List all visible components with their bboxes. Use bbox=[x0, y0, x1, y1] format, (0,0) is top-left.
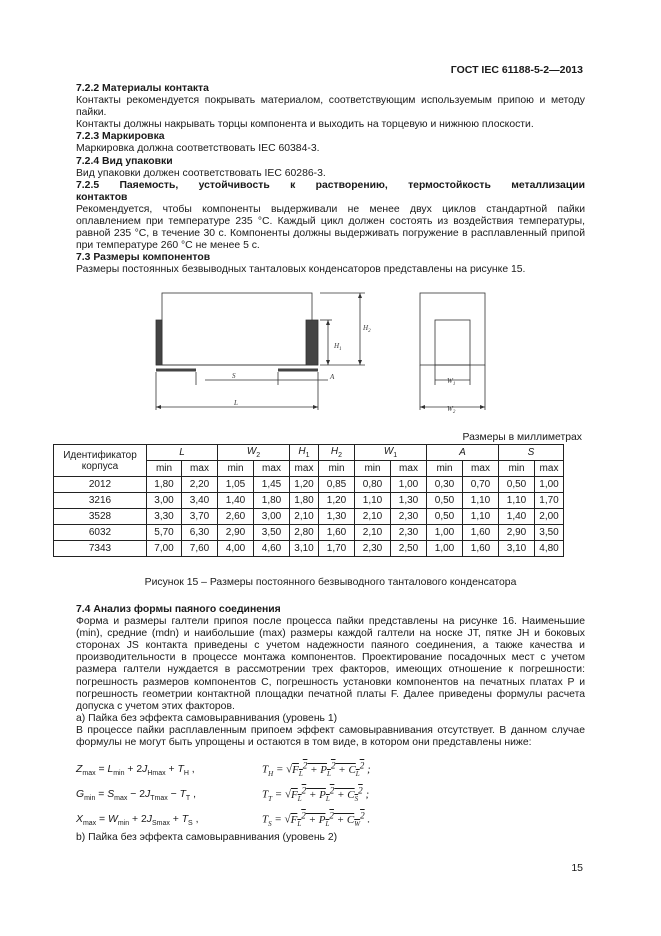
left-terminal bbox=[156, 320, 162, 365]
heading-7-2-2: 7.2.2 Материалы контакта bbox=[76, 83, 209, 94]
value-cell: 2,80 bbox=[290, 525, 319, 541]
value-cell: 2,30 bbox=[391, 509, 427, 525]
value-cell: 2,90 bbox=[499, 525, 535, 541]
para-7-2-5: Рекомендуется, чтобы компоненты выдерживали не менее двух циклов стандартной пайки оплавлением при температуре 235 °С. Каждый цикл должен состоять из воздействия температуры, равной 235 °С, в течение 30 с. Компоненты должны выдерживать погружение в расплавленный припой при температуре 260 °С не менее 5 с. bbox=[76, 203, 585, 252]
value-cell: 1,80 bbox=[147, 477, 182, 493]
label-w2: $W_2$ bbox=[447, 405, 456, 415]
sub-max: max bbox=[290, 461, 319, 477]
formula-ts: $T_S = √F_L^2 + P_L^2 + C_W^2$ . bbox=[262, 810, 371, 828]
para-7-2-2-1: Контакты рекомендуется покрывать материалом, соответствующим используемым припою и методу пайки. bbox=[76, 95, 585, 119]
sub-min: min bbox=[427, 461, 463, 477]
value-cell: 1,00 bbox=[427, 541, 463, 557]
value-cell: 0,85 bbox=[319, 477, 355, 493]
formula-tt: $T_T = √F_L^2 + P_L^2 + C_S^2$ ; bbox=[262, 785, 370, 803]
sub-min: min bbox=[355, 461, 391, 477]
document-header: ГОСТ IEC 61188-5-2—2013 bbox=[450, 64, 583, 76]
value-cell: 3,10 bbox=[290, 541, 319, 557]
sections-7-2 bbox=[76, 83, 585, 277]
value-cell: 1,20 bbox=[319, 493, 355, 509]
table-row bbox=[54, 525, 564, 541]
value-cell: 2,10 bbox=[290, 509, 319, 525]
formula-xmax: $X_{max} = W_{min} + 2J_{Smax} + T_S$ , bbox=[76, 814, 199, 828]
col-h2: $H_2$ bbox=[319, 445, 355, 461]
table-row bbox=[54, 477, 564, 493]
para-7-4-1: Форма и размеры галтели припоя после процесса пайки представлены на рисунке 16. Наименьшие (min), средние (mdn) и наибольшие (max) размеры каждой галтели на носке JT, пятке JH и боковых сторонах JS контакта приведены с учетом надежности паяного соединения, а также качества и производительности в процессе монтажа компонентов. Проектирование посадочных мест с учетом размера галтели нуждается в рассмотрении трех факторов, имеющих отношение к погрешности: погрешность размеров компонентов C, погрешность установки компонентов на печатных платах P и погрешность геометрии контактной площадки печатной платы F. Далее приведены формулы расчета допуска с учетом этих факторов. bbox=[76, 616, 585, 712]
capacitor-dimension-figure bbox=[150, 290, 490, 415]
value-cell: 3,00 bbox=[147, 493, 182, 509]
formula-gmin: $G_{min} = S_{max} - 2J_{Tmax} - T_T$ , bbox=[76, 789, 196, 803]
value-cell: 3,10 bbox=[499, 541, 535, 557]
value-cell: 4,80 bbox=[535, 541, 564, 557]
table-body bbox=[54, 477, 564, 557]
value-cell: 2,10 bbox=[355, 509, 391, 525]
value-cell: 1,60 bbox=[463, 525, 499, 541]
col-l: L bbox=[147, 445, 218, 461]
value-cell: 5,70 bbox=[147, 525, 182, 541]
col-a: A bbox=[427, 445, 499, 461]
value-cell: 2,10 bbox=[355, 525, 391, 541]
value-cell: 3,50 bbox=[254, 525, 290, 541]
value-cell: 1,10 bbox=[463, 509, 499, 525]
value-cell: 4,60 bbox=[254, 541, 290, 557]
value-cell: 3,70 bbox=[182, 509, 218, 525]
col-w2: $W_2$ bbox=[218, 445, 290, 461]
sub-max: max bbox=[535, 461, 564, 477]
para-7-3: Размеры постоянных безвыводных танталовых конденсаторов представлены на рисунке 15. bbox=[76, 264, 526, 276]
value-cell: 1,30 bbox=[319, 509, 355, 525]
value-cell: 1,70 bbox=[535, 493, 564, 509]
right-terminal bbox=[306, 320, 318, 365]
sub-min: min bbox=[319, 461, 355, 477]
value-cell: 0,50 bbox=[427, 493, 463, 509]
value-cell: 3,00 bbox=[254, 509, 290, 525]
section-7-4 bbox=[76, 604, 585, 749]
heading-7-2-4: 7.2.4 Вид упаковки bbox=[76, 155, 173, 167]
value-cell: 2,00 bbox=[535, 509, 564, 525]
heading-7-2-5-line1: 7.2.5 Паяемость, устойчивость к растворению, термостойкость металлизации bbox=[76, 179, 585, 191]
case-id-cell: 6032 bbox=[54, 525, 147, 541]
value-cell: 3,40 bbox=[182, 493, 218, 509]
case-id-cell: 7343 bbox=[54, 541, 147, 557]
sub-max: max bbox=[182, 461, 218, 477]
value-cell: 7,00 bbox=[147, 541, 182, 557]
page-number: 15 bbox=[571, 862, 583, 874]
case-id-cell: 3528 bbox=[54, 509, 147, 525]
value-cell: 1,60 bbox=[463, 541, 499, 557]
col-w1: $W_1$ bbox=[355, 445, 427, 461]
value-cell: 0,80 bbox=[355, 477, 391, 493]
para-7-2-3: Маркировка должна соответствовать IEC 60384-3. bbox=[76, 143, 320, 155]
item-b: b) Пайка без эффекта самовыравнивания (уровень 2) bbox=[76, 832, 338, 843]
value-cell: 0,50 bbox=[427, 509, 463, 525]
end-view-terminal bbox=[435, 320, 470, 365]
value-cell: 7,60 bbox=[182, 541, 218, 557]
value-cell: 2,30 bbox=[355, 541, 391, 557]
dimensions-table bbox=[53, 444, 564, 557]
value-cell: 1,10 bbox=[499, 493, 535, 509]
value-cell: 1,30 bbox=[391, 493, 427, 509]
value-cell: 2,60 bbox=[218, 509, 254, 525]
capacitor-body-end bbox=[420, 293, 485, 365]
value-cell: 2,20 bbox=[182, 477, 218, 493]
label-a: A bbox=[330, 373, 335, 381]
value-cell: 2,90 bbox=[218, 525, 254, 541]
value-cell: 0,30 bbox=[427, 477, 463, 493]
value-cell: 6,30 bbox=[182, 525, 218, 541]
sub-max: max bbox=[254, 461, 290, 477]
label-w1: $W_1$ bbox=[447, 377, 456, 387]
value-cell: 1,10 bbox=[463, 493, 499, 509]
sub-max: max bbox=[463, 461, 499, 477]
value-cell: 1,10 bbox=[355, 493, 391, 509]
label-h1: $H_1$ bbox=[334, 342, 342, 352]
label-l: L bbox=[234, 399, 238, 407]
id-header: Идентификатор корпуса bbox=[54, 445, 147, 477]
value-cell: 1,60 bbox=[319, 525, 355, 541]
capacitor-body-side bbox=[162, 293, 312, 365]
case-id-cell: 2012 bbox=[54, 477, 147, 493]
value-cell: 3,30 bbox=[147, 509, 182, 525]
formula-zmax: $Z_{max} = L_{min} + 2J_{Hmax} + T_H$ , bbox=[76, 764, 195, 778]
value-cell: 1,20 bbox=[290, 477, 319, 493]
table-row bbox=[54, 541, 564, 557]
figure-caption: Рисунок 15 – Размеры постоянного безвыводного танталового конденсатора bbox=[144, 577, 517, 588]
heading-7-2-5-line2: контактов bbox=[76, 191, 128, 203]
para-7-2-4: Вид упаковки должен соответствовать IEC 60286-3. bbox=[76, 167, 326, 179]
value-cell: 1,00 bbox=[535, 477, 564, 493]
value-cell: 1,80 bbox=[290, 493, 319, 509]
table-row bbox=[54, 493, 564, 509]
value-cell: 3,50 bbox=[535, 525, 564, 541]
sub-max: max bbox=[391, 461, 427, 477]
value-cell: 1,70 bbox=[319, 541, 355, 557]
value-cell: 1,05 bbox=[218, 477, 254, 493]
sub-min: min bbox=[218, 461, 254, 477]
value-cell: 1,80 bbox=[254, 493, 290, 509]
sub-min: min bbox=[147, 461, 182, 477]
col-s: S bbox=[499, 445, 564, 461]
value-cell: 0,70 bbox=[463, 477, 499, 493]
heading-7-4: 7.4 Анализ формы паяного соединения bbox=[76, 604, 281, 615]
value-cell: 1,40 bbox=[499, 509, 535, 525]
formula-th: $T_H = √F_L^2 + P_L^2 + C_L^2$ ; bbox=[262, 760, 371, 778]
para-7-4-2: В процессе пайки расплавленным припоем эффект самовыравнивания отсутствует. В данном случае формулы не могут быть упрощены и остаются в том виде, в котором они представлены ниже: bbox=[76, 724, 585, 749]
value-cell: 1,00 bbox=[427, 525, 463, 541]
value-cell: 0,50 bbox=[499, 477, 535, 493]
col-h1: $H_1$ bbox=[290, 445, 319, 461]
case-id-cell: 3216 bbox=[54, 493, 147, 509]
table-row bbox=[54, 509, 564, 525]
value-cell: 2,50 bbox=[391, 541, 427, 557]
value-cell: 1,45 bbox=[254, 477, 290, 493]
value-cell: 2,30 bbox=[391, 525, 427, 541]
label-h2: $H_2$ bbox=[363, 324, 371, 334]
units-note: Размеры в миллиметрах bbox=[462, 432, 582, 443]
value-cell: 4,00 bbox=[218, 541, 254, 557]
value-cell: 1,00 bbox=[391, 477, 427, 493]
label-s: S bbox=[232, 372, 236, 380]
sub-min: min bbox=[499, 461, 535, 477]
item-a: a) Пайка без эффекта самовыравнивания (уровень 1) bbox=[76, 712, 338, 724]
heading-7-2-3: 7.2.3 Маркировка bbox=[76, 131, 165, 143]
value-cell: 1,40 bbox=[218, 493, 254, 509]
capacitor-drawing bbox=[150, 290, 490, 415]
para-7-2-2-2: Контакты должны накрывать торцы компонента и выходить на торцевую и нижнюю плоскости. bbox=[76, 119, 534, 131]
heading-7-3: 7.3 Размеры компонентов bbox=[76, 252, 211, 264]
